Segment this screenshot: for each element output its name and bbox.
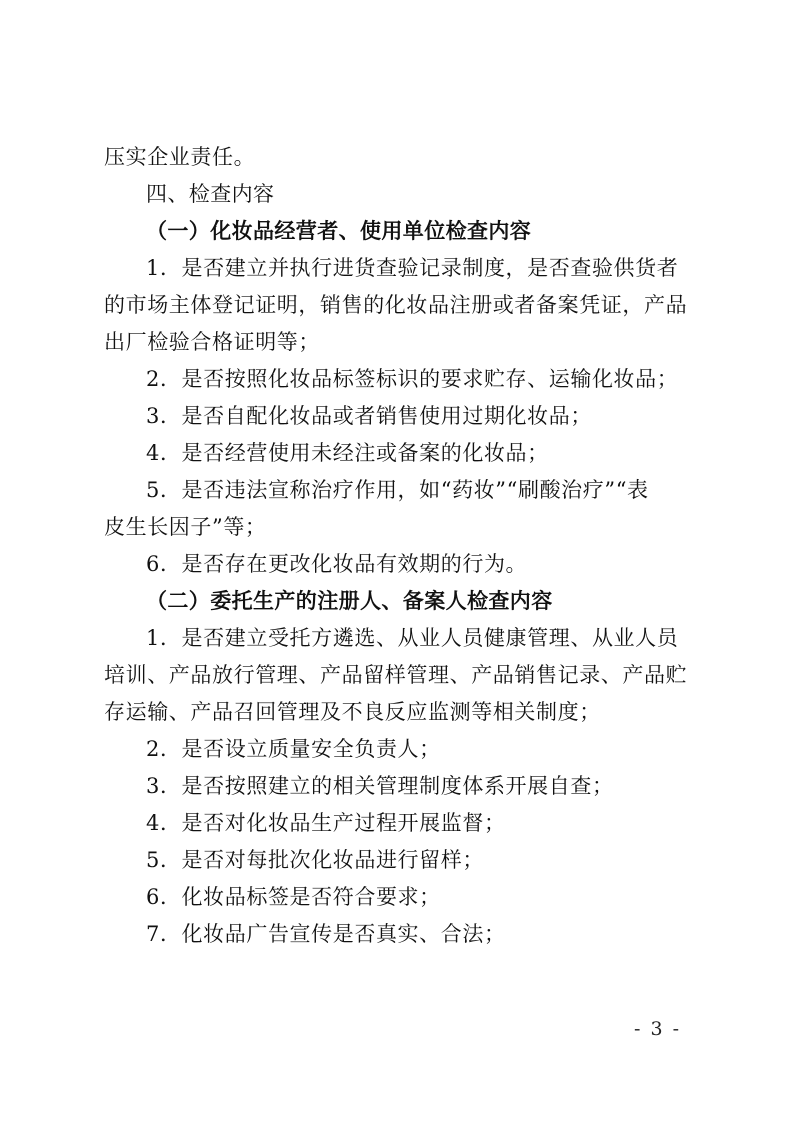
list-item: 5．是否违法宣称治疗作用，如“药妆”“刷酸治疗”“表 — [146, 478, 649, 502]
subsection-heading: （二）委托生产的注册人、备案人检查内容 — [146, 589, 553, 613]
list-item-continuation: 皮生长因子”等； — [104, 515, 267, 539]
list-item: 2．是否设立质量安全负责人； — [146, 737, 441, 761]
list-item: 6．是否存在更改化妆品有效期的行为。 — [146, 552, 528, 576]
list-item-continuation: 的市场主体登记证明，销售的化妆品注册或者备案凭证，产品 — [104, 293, 688, 317]
list-item: 4．是否经营使用未经注或备案的化妆品； — [146, 441, 549, 465]
list-item: 3．是否自配化妆品或者销售使用过期化妆品； — [146, 404, 592, 428]
list-item: 7．化妆品广告宣传是否真实、合法； — [146, 922, 506, 946]
list-item: 1．是否建立受托方遴选、从业人员健康管理、从业人员 — [146, 626, 679, 650]
list-item: 1．是否建立并执行进货查验记录制度，是否查验供货者 — [146, 256, 679, 280]
list-item: 5．是否对每批次化妆品进行留样； — [146, 848, 484, 872]
list-item: 6．化妆品标签是否符合要求； — [146, 885, 441, 909]
list-item-continuation: 培训、产品放行管理、产品留样管理、产品销售记录、产品贮 — [104, 663, 688, 687]
list-item-continuation: 出厂检验合格证明等； — [104, 330, 320, 354]
subsection-heading: （一）化妆品经营者、使用单位检查内容 — [146, 219, 532, 243]
paragraph-line: 压实企业责任。 — [104, 145, 256, 169]
document-body — [104, 139, 688, 953]
list-item: 3．是否按照建立的相关管理制度体系开展自查； — [146, 774, 614, 798]
section-heading: 四、检查内容 — [146, 182, 275, 206]
list-item: 4．是否对化妆品生产过程开展监督； — [146, 811, 506, 835]
list-item: 2．是否按照化妆品标签标识的要求贮存、运输化妆品； — [146, 367, 679, 391]
list-item-continuation: 存运输、产品召回管理及不良反应监测等相关制度； — [104, 700, 601, 724]
page-number: - 3 - — [633, 1018, 681, 1040]
